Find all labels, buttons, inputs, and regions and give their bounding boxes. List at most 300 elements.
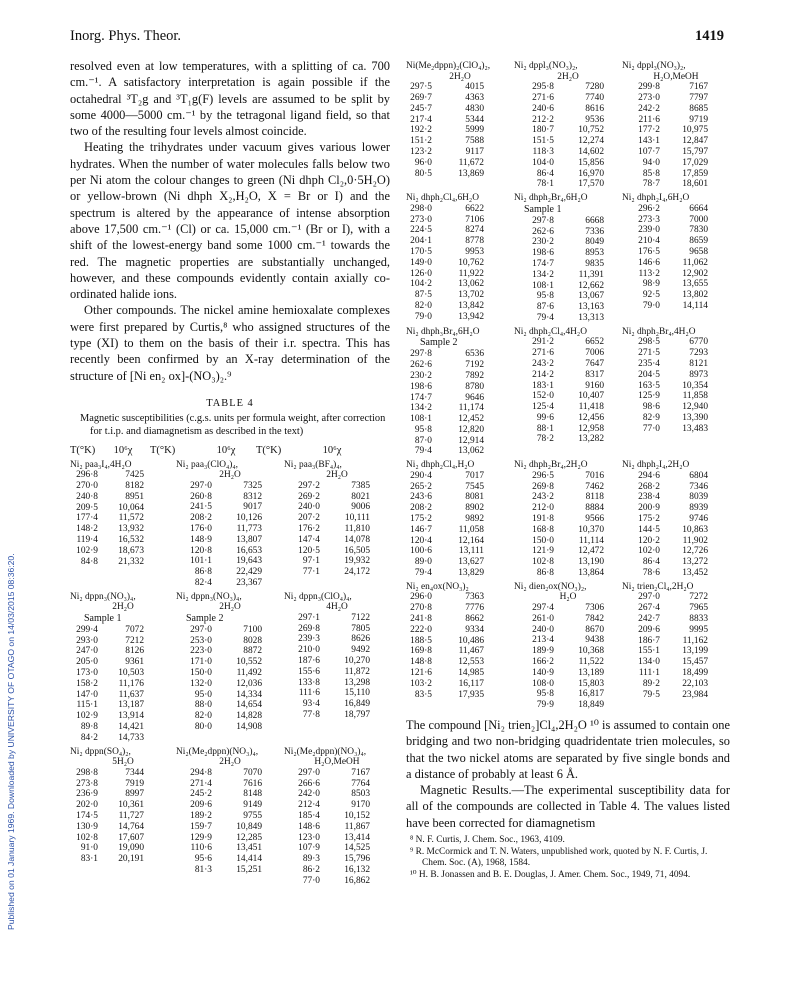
temperature-cell: 175·2 xyxy=(638,514,660,525)
susceptibility-cell: 7616 xyxy=(243,778,262,789)
susceptibility-cell: 11,492 xyxy=(236,668,262,679)
temperature-cell: 268·2 xyxy=(638,481,660,492)
compound-title: Ni₂ trien₂Cl₄,2H₂O xyxy=(622,581,694,592)
temperature-cell: 265·2 xyxy=(410,481,432,492)
susceptibility-cell: 13,829 xyxy=(458,568,484,579)
compound-title: 2H₂O xyxy=(557,71,579,82)
temperature-cell: 273·3 xyxy=(638,214,660,225)
susceptibility-cell: 13,414 xyxy=(344,832,370,843)
table-row xyxy=(284,833,390,844)
temperature-cell: 95·8 xyxy=(536,689,554,700)
susceptibility-cell: 11,727 xyxy=(118,811,144,822)
temperature-cell: 102·9 xyxy=(76,711,98,722)
susceptibility-cell: 14,764 xyxy=(118,821,144,832)
table-row xyxy=(176,768,284,779)
table-row xyxy=(70,481,176,492)
sample-label: Sample 1 xyxy=(524,203,562,215)
temperature-cell: 111·6 xyxy=(298,688,320,699)
susceptibility-cell: 15,457 xyxy=(682,657,708,668)
temperature-cell: 123·2 xyxy=(410,146,432,157)
temperature-cell: 82·4 xyxy=(194,577,212,588)
temperature-cell: 103·2 xyxy=(410,678,432,689)
susceptibility-cell: 12,820 xyxy=(458,424,484,435)
susceptibility-cell: 7106 xyxy=(465,214,484,225)
compound-series xyxy=(514,61,622,190)
susceptibility-cell: 7344 xyxy=(125,767,144,778)
table-row xyxy=(176,690,284,701)
table-row xyxy=(176,546,284,557)
temperature-cell: 262·6 xyxy=(532,226,554,237)
susceptibility-cell: 9149 xyxy=(243,800,262,811)
compound-title: Ni₂ dhph₂I₄,2H₂O xyxy=(622,460,690,471)
susceptibility-cell: 7363 xyxy=(465,592,484,603)
table-row xyxy=(622,471,730,482)
temperature-cell: 89·3 xyxy=(302,854,320,865)
table-row xyxy=(514,646,622,657)
temperature-cell: 134·2 xyxy=(410,403,432,414)
susceptibility-cell: 9719 xyxy=(689,114,708,125)
table-row xyxy=(70,513,176,524)
susceptibility-cell: 7272 xyxy=(689,592,708,603)
table-row xyxy=(70,535,176,546)
table-row xyxy=(176,811,284,822)
table-row xyxy=(514,557,622,568)
temperature-cell: 87·5 xyxy=(414,290,432,301)
compound-title: Ni₂ dien₂ox(NO₃)₂, xyxy=(514,581,587,592)
temperature-cell: 155·6 xyxy=(298,666,320,677)
temperature-cell: 192·2 xyxy=(410,125,432,136)
susceptibility-cell: 16,505 xyxy=(344,545,370,556)
table-row xyxy=(406,382,514,393)
table-row xyxy=(70,546,176,557)
susceptibility-cell: 18,849 xyxy=(578,700,604,711)
susceptibility-cell: 6668 xyxy=(585,215,604,226)
temperature-cell: 230·2 xyxy=(410,370,432,381)
susceptibility-cell: 8778 xyxy=(465,236,484,247)
susceptibility-cell: 12,036 xyxy=(236,678,262,689)
susceptibility-cell: 13,189 xyxy=(578,667,604,678)
temperature-cell: 297·0 xyxy=(638,592,660,603)
temperature-cell: 79·5 xyxy=(642,689,660,700)
temperature-cell: 214·2 xyxy=(532,369,554,380)
temperature-cell: 87·6 xyxy=(536,302,554,313)
table-row xyxy=(514,700,622,711)
temperature-cell: 212·2 xyxy=(532,114,554,125)
table-row xyxy=(70,854,176,865)
susceptibility-cell: 7545 xyxy=(465,481,484,492)
table-row xyxy=(622,215,730,226)
susceptibility-cell: 7764 xyxy=(351,778,370,789)
temperature-cell: 240·0 xyxy=(298,502,320,513)
temperature-cell: 77·0 xyxy=(642,423,660,434)
temperature-cell: 148·8 xyxy=(410,657,432,668)
susceptibility-cell: 19,090 xyxy=(118,843,144,854)
susceptibility-cell: 11,391 xyxy=(578,269,604,280)
susceptibility-cell: 15,110 xyxy=(344,688,370,699)
table-row xyxy=(284,492,390,503)
temperature-cell: 290·4 xyxy=(410,470,432,481)
temperature-cell: 149·0 xyxy=(410,257,432,268)
table-row xyxy=(622,136,730,147)
susceptibility-cell: 6622 xyxy=(465,203,484,214)
temperature-cell: 297·8 xyxy=(532,215,554,226)
temperature-cell: 269·2 xyxy=(298,491,320,502)
table-row xyxy=(70,800,176,811)
temperature-cell: 270·8 xyxy=(410,603,432,614)
table-row xyxy=(284,556,390,567)
susceptibility-cell: 23,367 xyxy=(236,577,262,588)
temperature-cell: 115·1 xyxy=(76,700,98,711)
table-row xyxy=(406,690,514,701)
susceptibility-cell: 16,132 xyxy=(344,865,370,875)
temperature-cell: 230·2 xyxy=(532,237,554,248)
table-row xyxy=(284,811,390,822)
temperature-cell: 270·0 xyxy=(76,480,98,491)
susceptibility-cell: 4015 xyxy=(465,82,484,93)
table-row xyxy=(70,646,176,657)
table-column-headers xyxy=(70,445,390,456)
susceptibility-cell: 13,062 xyxy=(458,446,484,457)
susceptibility-cell: 12,164 xyxy=(458,535,484,546)
temperature-cell: 210·4 xyxy=(638,236,660,247)
susceptibility-cell: 13,067 xyxy=(578,291,604,302)
susceptibility-cell: 11,174 xyxy=(458,403,484,414)
temperature-cell: 148·9 xyxy=(190,534,212,545)
compound-series xyxy=(622,327,730,458)
temperature-cell: 212·4 xyxy=(298,800,320,811)
susceptibility-cell: 7192 xyxy=(465,360,484,371)
compound-series xyxy=(406,460,514,579)
temperature-cell: 159·7 xyxy=(190,821,212,832)
temperature-cell: 140·9 xyxy=(532,667,554,678)
table-left-blocks xyxy=(70,460,390,887)
susceptibility-cell: 13,869 xyxy=(458,168,484,179)
table-row xyxy=(284,502,390,513)
compound-series xyxy=(514,327,622,458)
temperature-cell: 242·0 xyxy=(298,789,320,800)
susceptibility-cell: 17,570 xyxy=(578,179,604,190)
temperature-cell: 297·5 xyxy=(410,82,432,93)
table-row xyxy=(514,337,622,348)
table-row xyxy=(622,657,730,668)
compound-series xyxy=(176,747,284,887)
susceptibility-cell: 10,126 xyxy=(236,513,262,524)
compound-title: 2H₂O xyxy=(219,757,241,768)
table-row xyxy=(622,258,730,269)
table-row xyxy=(514,525,622,536)
temperature-cell: 83·1 xyxy=(80,854,98,865)
susceptibility-cell: 16,849 xyxy=(344,699,370,710)
table-row xyxy=(406,301,514,312)
temperature-cell: 239·3 xyxy=(298,634,320,645)
temperature-cell: 82·9 xyxy=(642,412,660,423)
table-row xyxy=(406,668,514,679)
download-watermark xyxy=(6,170,20,930)
temperature-cell: 296·2 xyxy=(638,203,660,214)
temperature-cell: 78·7 xyxy=(642,179,660,190)
temperature-cell: 86·4 xyxy=(642,557,660,568)
temperature-cell: 202·0 xyxy=(76,800,98,811)
table-row xyxy=(406,592,514,603)
table-row xyxy=(514,625,622,636)
susceptibility-cell: 8884 xyxy=(585,503,604,514)
table-row xyxy=(176,800,284,811)
temperature-cell: 99·6 xyxy=(536,412,554,423)
susceptibility-cell: 7965 xyxy=(689,603,708,614)
susceptibility-cell: 9334 xyxy=(465,624,484,635)
table-row xyxy=(514,657,622,668)
temperature-cell: 82·0 xyxy=(414,300,432,311)
temperature-cell: 204·5 xyxy=(638,369,660,380)
compound-series xyxy=(406,582,514,711)
table-row xyxy=(514,492,622,503)
temperature-cell: 198·6 xyxy=(410,381,432,392)
table-row xyxy=(70,636,176,647)
temperature-cell: 91·0 xyxy=(80,843,98,854)
table-row xyxy=(622,482,730,493)
susceptibility-cell: 16,117 xyxy=(458,678,484,689)
sample-label: Sample 2 xyxy=(420,337,458,349)
table-row xyxy=(622,536,730,547)
susceptibility-cell: 10,863 xyxy=(682,524,708,535)
table-row xyxy=(176,492,284,503)
compound-title: Ni₂ dppn₃(ClO₄)₄, xyxy=(284,591,352,602)
table-row xyxy=(70,811,176,822)
compound-series xyxy=(176,460,284,589)
table-row xyxy=(406,636,514,647)
table-block-row xyxy=(406,460,730,579)
susceptibility-cell: 11,572 xyxy=(118,513,144,524)
table-row xyxy=(514,391,622,402)
right-column xyxy=(406,58,730,881)
susceptibility-cell: 7462 xyxy=(585,481,604,492)
temperature-cell: 104·0 xyxy=(532,157,554,168)
temperature-cell: 269·8 xyxy=(298,623,320,634)
table-row xyxy=(406,603,514,614)
compound-title: H₂O xyxy=(559,592,577,603)
temperature-cell: 120·8 xyxy=(190,545,212,556)
susceptibility-cell: 15,856 xyxy=(578,157,604,168)
susceptibility-cell: 13,702 xyxy=(458,290,484,301)
download-watermark-text: Published on 01 January 1969. Downloaded by UNIVERSITY OF OTAGO on 14/03/2015 08:36:20. xyxy=(6,553,16,930)
susceptibility-cell: 8049 xyxy=(585,237,604,248)
temperature-cell: 297·2 xyxy=(298,480,320,491)
susceptibility-cell: 11,467 xyxy=(458,646,484,657)
table-row xyxy=(622,247,730,258)
temperature-cell: 273·8 xyxy=(76,778,98,789)
temperature-cell: 293·0 xyxy=(76,635,98,646)
table-row xyxy=(406,403,514,414)
temperature-cell: 261·0 xyxy=(532,613,554,624)
table-row xyxy=(70,733,176,744)
table-row xyxy=(622,413,730,424)
temperature-cell: 150·0 xyxy=(190,668,212,679)
susceptibility-cell: 4363 xyxy=(465,92,484,103)
temperature-cell: 80·0 xyxy=(194,722,212,733)
temperature-cell: 271·5 xyxy=(638,348,660,359)
table-row xyxy=(70,503,176,514)
susceptibility-cell: 9755 xyxy=(243,811,262,822)
temperature-cell: 102·9 xyxy=(76,545,98,556)
temperature-cell: 83·5 xyxy=(414,689,432,700)
susceptibility-cell: 13,864 xyxy=(578,568,604,579)
table-row xyxy=(622,492,730,503)
susceptibility-cell: 8503 xyxy=(351,789,370,800)
temperature-cell: 253·0 xyxy=(190,635,212,646)
table-row xyxy=(514,125,622,136)
compound-series xyxy=(622,460,730,579)
susceptibility-cell: 11,672 xyxy=(458,157,484,168)
susceptibility-cell: 15,251 xyxy=(236,865,262,875)
temperature-cell: 217·4 xyxy=(410,114,432,125)
temperature-cell: 111·1 xyxy=(638,668,660,679)
temperature-cell: 79·4 xyxy=(414,568,432,579)
table-row xyxy=(622,402,730,413)
table-row xyxy=(622,424,730,435)
susceptibility-cell: 12,940 xyxy=(682,402,708,413)
susceptibility-cell: 6804 xyxy=(689,470,708,481)
temperature-cell: 296·8 xyxy=(76,470,98,481)
compound-title: 2H₂O xyxy=(219,602,241,613)
table-row xyxy=(514,302,622,313)
compound-title: Ni₂ dhph₂Cl₄,4H₂O xyxy=(514,326,587,337)
temperature-cell: 92·5 xyxy=(642,290,660,301)
temperature-cell: 294·8 xyxy=(190,767,212,778)
table-row xyxy=(284,865,390,876)
temperature-cell: 84·2 xyxy=(80,732,98,743)
susceptibility-cell: 7842 xyxy=(585,613,604,624)
susceptibility-cell: 10,361 xyxy=(118,800,144,811)
table-row xyxy=(406,215,514,226)
susceptibility-cell: 13,807 xyxy=(236,534,262,545)
susceptibility-cell: 8317 xyxy=(585,369,604,380)
compound-title: 2H₂O xyxy=(326,470,348,481)
compound-title: Ni₂ dhph₂Br₄,6H₂O xyxy=(514,193,588,204)
temperature-cell: 125·9 xyxy=(638,391,660,402)
susceptibility-cell: 13,451 xyxy=(236,843,262,854)
temperature-cell: 82·0 xyxy=(194,711,212,722)
table-row xyxy=(514,413,622,424)
temperature-cell: 113·2 xyxy=(638,268,660,279)
temperature-cell: 298·0 xyxy=(410,203,432,214)
temperature-cell: 266·6 xyxy=(298,778,320,789)
temperature-cell: 134·2 xyxy=(532,269,554,280)
table-row xyxy=(514,536,622,547)
temperature-cell: 121·6 xyxy=(410,668,432,679)
table-row xyxy=(176,567,284,578)
compound-title: Ni₂ dppn(SO₄)₂, xyxy=(70,746,131,757)
temperature-cell: 189·2 xyxy=(190,811,212,822)
temperature-cell: 213·4 xyxy=(532,635,554,646)
table-row xyxy=(514,147,622,158)
susceptibility-cell: 11,114 xyxy=(578,535,604,546)
susceptibility-cell: 9170 xyxy=(351,800,370,811)
table-row xyxy=(176,722,284,733)
col-header-temp-1: T(°K) xyxy=(70,444,96,456)
temperature-cell: 158·2 xyxy=(76,678,98,689)
table-row xyxy=(514,434,622,445)
compound-title: Ni₂(Me₂dppn)(NO₃)₄, xyxy=(284,746,367,757)
compound-series xyxy=(406,61,514,190)
temperature-cell: 180·7 xyxy=(532,125,554,136)
temperature-cell: 299·4 xyxy=(76,624,98,635)
temperature-cell: 245·2 xyxy=(190,789,212,800)
compound-title: Ni₂ dhph₂I₄,6H₂O xyxy=(622,193,690,204)
susceptibility-cell: 7892 xyxy=(465,370,484,381)
susceptibility-cell: 8951 xyxy=(125,491,144,502)
table-row xyxy=(514,568,622,579)
susceptibility-cell: 13,062 xyxy=(458,279,484,290)
susceptibility-cell: 14,525 xyxy=(344,843,370,854)
table-row xyxy=(406,312,514,323)
table-row xyxy=(406,136,514,147)
paragraph-magnetic-results: Magnetic Results.—The experimental susceptibility data for all of the compounds are collected in Table 4. The values listed have been corrected for diamagnetism xyxy=(406,783,730,830)
susceptibility-cell: 11,522 xyxy=(578,657,604,668)
compound-title: Ni₂ paa₃I₄,4H₂O xyxy=(70,459,132,470)
table-row xyxy=(406,204,514,215)
susceptibility-cell: 9536 xyxy=(585,114,604,125)
table-row xyxy=(176,679,284,690)
table-row xyxy=(176,865,284,876)
temperature-cell: 173·0 xyxy=(76,668,98,679)
table-row xyxy=(514,471,622,482)
susceptibility-cell: 9006 xyxy=(351,502,370,513)
table-row xyxy=(514,482,622,493)
table-row xyxy=(514,115,622,126)
temperature-cell: 183·1 xyxy=(532,380,554,391)
table-row xyxy=(70,722,176,733)
table-row xyxy=(514,216,622,227)
temperature-cell: 77·1 xyxy=(302,567,320,578)
temperature-cell: 294·6 xyxy=(638,470,660,481)
susceptibility-cell: 10,486 xyxy=(458,635,484,646)
susceptibility-cell: 8182 xyxy=(125,480,144,491)
susceptibility-cell: 12,456 xyxy=(578,412,604,423)
temperature-cell: 296·0 xyxy=(410,592,432,603)
temperature-cell: 222·0 xyxy=(410,624,432,635)
table-row xyxy=(622,179,730,190)
temperature-cell: 262·6 xyxy=(410,360,432,371)
susceptibility-cell: 8039 xyxy=(689,492,708,503)
temperature-cell: 236·9 xyxy=(76,789,98,800)
susceptibility-cell: 7070 xyxy=(243,767,262,778)
temperature-cell: 224·5 xyxy=(410,225,432,236)
temperature-cell: 77·8 xyxy=(302,710,320,721)
susceptibility-cell: 7740 xyxy=(585,92,604,103)
susceptibility-cell: 7016 xyxy=(585,470,604,481)
temperature-cell: 271·4 xyxy=(190,778,212,789)
susceptibility-cell: 14,078 xyxy=(344,534,370,545)
table-row xyxy=(622,279,730,290)
table-row xyxy=(622,269,730,280)
table-row xyxy=(514,359,622,370)
table-row xyxy=(284,624,390,635)
temperature-cell: 87·0 xyxy=(414,435,432,446)
table-row xyxy=(406,436,514,447)
table-row xyxy=(622,636,730,647)
susceptibility-cell: 8902 xyxy=(465,503,484,514)
temperature-cell: 241·8 xyxy=(410,614,432,625)
table-row xyxy=(176,822,284,833)
temperature-cell: 151·5 xyxy=(532,136,554,147)
susceptibility-cell: 11,773 xyxy=(236,523,262,534)
temperature-cell: 125·4 xyxy=(532,402,554,413)
susceptibility-cell: 10,152 xyxy=(344,811,370,822)
susceptibility-cell: 9438 xyxy=(585,635,604,646)
temperature-cell: 297·1 xyxy=(298,612,320,623)
susceptibility-cell: 12,472 xyxy=(578,546,604,557)
susceptibility-cell: 12,285 xyxy=(236,832,262,843)
